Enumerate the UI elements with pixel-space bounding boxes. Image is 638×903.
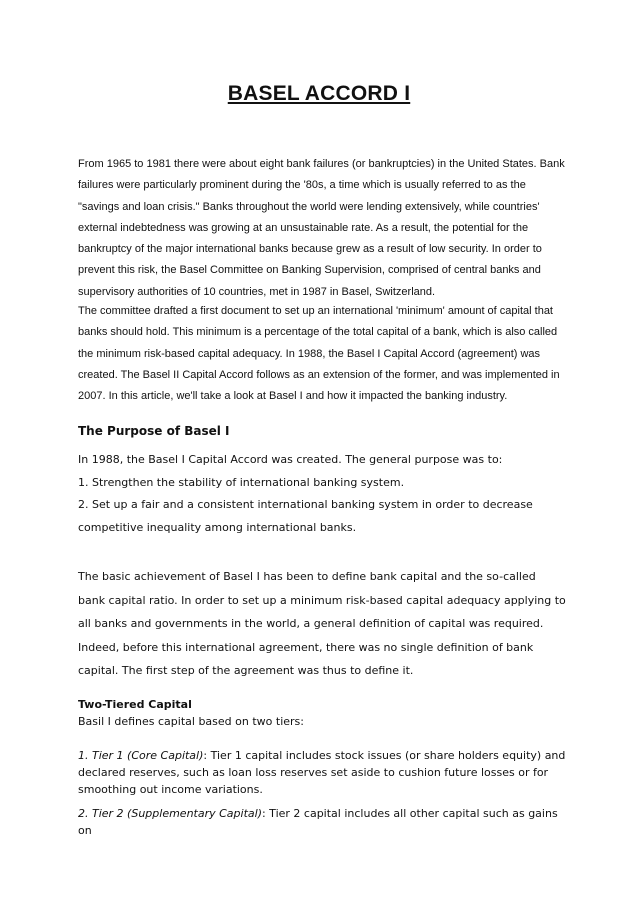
purpose-heading: The Purpose of Basel I xyxy=(78,424,230,438)
two-tiered-intro: Basil I defines capital based on two tiers: xyxy=(78,715,304,728)
two-tiered-heading: Two-Tiered Capital xyxy=(78,698,192,711)
purpose-intro: In 1988, the Basel I Capital Accord was created. The general purpose was to: xyxy=(78,453,503,466)
intro-paragraph-1: From 1965 to 1981 there were about eight bank failures (or bankruptcies) in the United States. Bank failures were particularly prominent during the '80s, a time which is usually referred to as the "savings and loan crisis." Banks throughout the world were lending extensively, while countries' external indebtedness was growing at an unsustainable rate. As a result, the potential for the bankruptcy of the major international banks because grew as a result of low security. In order to prevent this risk, the Basel Committee on Banking Supervision, comprised of central banks and supervisory authorities of 10 countries, met in 1987 in Basel, Switzerland. xyxy=(78,158,565,298)
tier2-label: 2. Tier 2 (Supplementary Capital) xyxy=(78,807,262,820)
purpose-item-1: 1. Strengthen the stability of international banking system. xyxy=(78,475,405,489)
purpose-list xyxy=(78,449,566,539)
purpose-item-2: 2. Set up a fair and a consistent international banking system in order to decrease competitive inequality among international banks. xyxy=(78,498,533,534)
document-title: BASEL ACCORD I xyxy=(227,82,411,105)
tier1-text: : Tier 1 capital includes stock issues (or share holders equity) and declared reserves, such as loan loss reserves set aside to cushion future losses or for smoothing out income variations. xyxy=(78,749,566,796)
achievement-paragraph: The basic achievement of Basel I has been to define bank capital and the so-called bank capital ratio. In order to set up a minimum risk-based capital adequacy applying to all banks and governments in the world, a general definition of capital was required. Indeed, before this international agreement, there was no single definition of bank capital. The first step of the agreement was thus to define it. xyxy=(78,570,566,678)
tier2-paragraph xyxy=(78,805,566,839)
tier1-paragraph xyxy=(78,747,566,798)
tier1-label: 1. Tier 1 (Core Capital) xyxy=(78,749,204,762)
tier2-text: : Tier 2 capital includes all other capital such as gains on xyxy=(78,807,558,837)
intro-paragraph-2: The committee drafted a first document to set up an international 'minimum' amount of capital that banks should hold. This minimum is a percentage of the total capital of a bank, which is also called the minimum risk-based capital adequacy. In 1988, the Basel I Capital Accord (agreement) was created. The Basel II Capital Accord follows as an extension of the former, and was implemented in 2007. In this article, we'll take a look at Basel I and how it impacted the banking industry. xyxy=(78,305,560,403)
